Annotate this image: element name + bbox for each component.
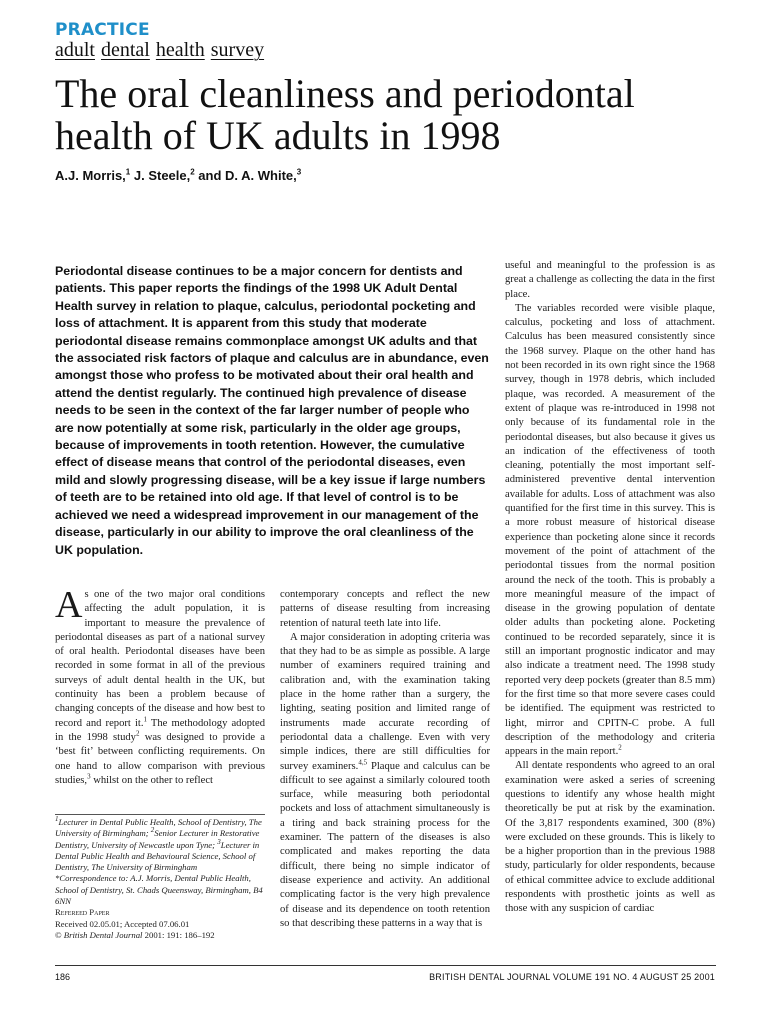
abstract: Periodontal disease continues to be a major concern for dentists and patients. This paper reports the findings of the 1998 UK Adult Dental Health survey in relation to plaque, calculus, periodontal pocketing and loss of attachment. It is apparent from this study that moderate periodontal disease remains commonplace amongst UK adults and that the associated risk factors of plaque and calculus are in abundance, even amongst those who profess to be motivated about their oral health and attend the dentist regularly. The continued high prevalence of disease needs to be seen in the context of the far larger number of people who are now potentially at some risk, particularly in the older age groups, because of improvements in tooth retention. However, the cumulative effect of disease means that control of the periodontal diseases, even mild and slowly progressing disease, will be a key issue if large numbers of teeth are to be retained into old age. If that level of control is to be achieved we need a widespread improvement in our management of the disease, particularly in our ability to improve the oral cleanliness of the UK population. xyxy=(55,264,489,557)
affiliation-note xyxy=(55,817,270,873)
copyright-line xyxy=(55,930,270,941)
body-paragraph: useful and meaningful to the profession is as great a challenge as collecting the data in the first place. xyxy=(505,260,715,300)
citation-marker: 3 xyxy=(87,772,91,781)
copyright-journal: British Dental Journal xyxy=(63,929,143,940)
body-text: A major consideration in adopting criteria was that they had to be as simple as possible. A large number of examiners required training and calibration and, with the examination taking place in the home rather than a surgery, the lighting, seating position and limited range of instruments made accurate recording of periodontal data a challenge. Even with very simple indices, there are still difficulties for survey examiners. xyxy=(280,631,490,772)
affiliation-marker: 1 xyxy=(55,815,59,824)
subsection-word: health xyxy=(155,39,205,61)
author-list xyxy=(55,168,301,183)
author-name: and D. A. White, xyxy=(194,168,297,183)
author-name: J. Steele, xyxy=(130,168,191,183)
body-text: was designed to provide a ‘best fit’ between conflicting requirements. On one hand to allow comparison with previous studies, xyxy=(55,731,265,786)
affiliation-text: Lecturer in Dental Public Health, School of Dentistry, The University of Birmingham; xyxy=(55,817,262,839)
subsection-word: adult xyxy=(55,39,95,61)
subsection-word: survey xyxy=(210,39,265,61)
page-number: 186 xyxy=(55,972,71,982)
subsection-word: dental xyxy=(101,39,150,61)
footnote-divider xyxy=(55,814,265,815)
body-text: whilst on the other to reflect xyxy=(90,774,213,786)
affiliation-text: Senior Lecturer in Restorative Dentistry, University of Newcastle upon Tyne; xyxy=(55,828,260,850)
body-paragraph: contemporary concepts and reflect the new patterns of disease resulting from increasing retention of natural teeth late into life. xyxy=(280,589,490,629)
journal-citation: BRITISH DENTAL JOURNAL VOLUME 191 NO. 4 AUGUST 25 2001 xyxy=(429,972,715,982)
author-name: A.J. Morris, xyxy=(55,168,126,183)
author-affiliation-marker: 1 xyxy=(125,167,131,177)
body-column-3 xyxy=(505,259,715,917)
affiliation-marker: 2 xyxy=(150,826,155,835)
article-title: The oral cleanliness and periodontal health of UK adults in 1998 xyxy=(55,71,635,158)
author-affiliation-marker: 3 xyxy=(296,167,302,177)
body-column-1 xyxy=(55,584,266,788)
citation-marker: 2 xyxy=(618,743,622,752)
body-text: Plaque and calculus can be difficult to see against a similarly coloured tooth surface, while measuring both periodontal pockets and loss of attachment simultaneously is a tiring and back straining process for the examiner. The pattern of the diseases is also complicated and makes reporting the data difficult, there being no simple indicator of disease experience and activity. An additional complicating factor is the very high prevalence of disease and its dependence on tooth retention so that describing these patterns in a way that is xyxy=(280,760,491,929)
received-date: Received 02.05.01; Accepted 07.06.01 xyxy=(55,918,190,929)
body-column-2 xyxy=(280,588,490,931)
drop-cap: A xyxy=(55,584,83,626)
body-text: The variables recorded were visible plaque, calculus, pocketing and loss of attachment. Calculus has been measured consistently since the 1968 survey. Plaque on the other hand has not been recorded in its own right since the 1968 survey, though in 1978 debris, which included plaque, was recorded. A measurement of the extent of plaque was re-introduced in 1998 not only because of its fundamental role in the periodontal diseases, but also because it gives us an indication of the effectiveness of tooth cleaning, potentially the most important self-administered preventive dental intervention available for adults. Loss of attachment was also quantified for the first time in this survey. This is a more robust measure of historical disease experience than pocketing alone since it records movement of the point of attachment of the periodontal tissues from the normal position around the neck of the tooth. This is probably a more meaningful measure of the impact of disease in the growing population of dentate older adults than pocketing alone. Pocketing continued to be recorded separately, since it is still an important prognostic indicator and may also indicate a treatment need. The 1998 study reported very deep pockets (greater than 8.5 mm) for the first time so that more severe cases could be identified. The equipment was restricted to light, mirror and CPITN-C probe. A full description of the methodology and criteria appears in the main report. xyxy=(505,302,715,758)
section-label: PRACTICE xyxy=(55,20,150,40)
author-affiliation-marker: 2 xyxy=(190,167,195,177)
refereed-label: Refereed Paper xyxy=(55,907,110,918)
body-text: s one of the two major oral conditions affecting the adult population, it is important to measure the prevalence of periodontal diseases as part of a national survey of oral health. Periodontal diseases have been recorded in some format in all of the previous surveys of adult dental health in the UK, but continuity has been a problem because of changing concepts of the disease and how best to record and report it. xyxy=(55,589,265,729)
correspondence-note: *Correspondence to: A.J. Morris, Dental Public Health, School of Dentistry, St. Chads Queensway, Birmingham, B4 6NN xyxy=(55,873,263,907)
body-paragraph xyxy=(505,302,715,760)
copyright-citation: 2001: 191: 186–192 xyxy=(142,929,215,940)
body-paragraph xyxy=(55,584,266,788)
footer-divider xyxy=(55,965,716,966)
body-text: The methodology adopted in the 1998 study xyxy=(55,717,266,743)
citation-marker: 2 xyxy=(135,729,140,738)
body-paragraph: All dentate respondents who agreed to an oral examination were asked a series of screening questions to identify any whose health might theoretically be put at risk by the examination. Of the 3,817 respondents examined, 300 (8%) were excluded on these grounds. This is likely to be a higher proportion than in the previous 1988 study, particularly for older respondents, because of ethical committee advice to exclude additional respondents with prosthetic joints as well as those with any suspicion of cardiac xyxy=(505,760,715,915)
affiliation-text: Lecturer in Dental Public Health and Behavioural Science, School of Dentistry, The University of Birmingham xyxy=(55,839,260,873)
citation-marker: 4,5 xyxy=(358,758,368,767)
body-paragraph xyxy=(280,631,490,931)
citation-marker: 1 xyxy=(143,715,147,724)
subsection-label xyxy=(55,39,270,62)
copyright-symbol: © xyxy=(55,929,64,940)
footnotes xyxy=(55,817,270,941)
affiliation-marker: 3 xyxy=(217,837,221,846)
